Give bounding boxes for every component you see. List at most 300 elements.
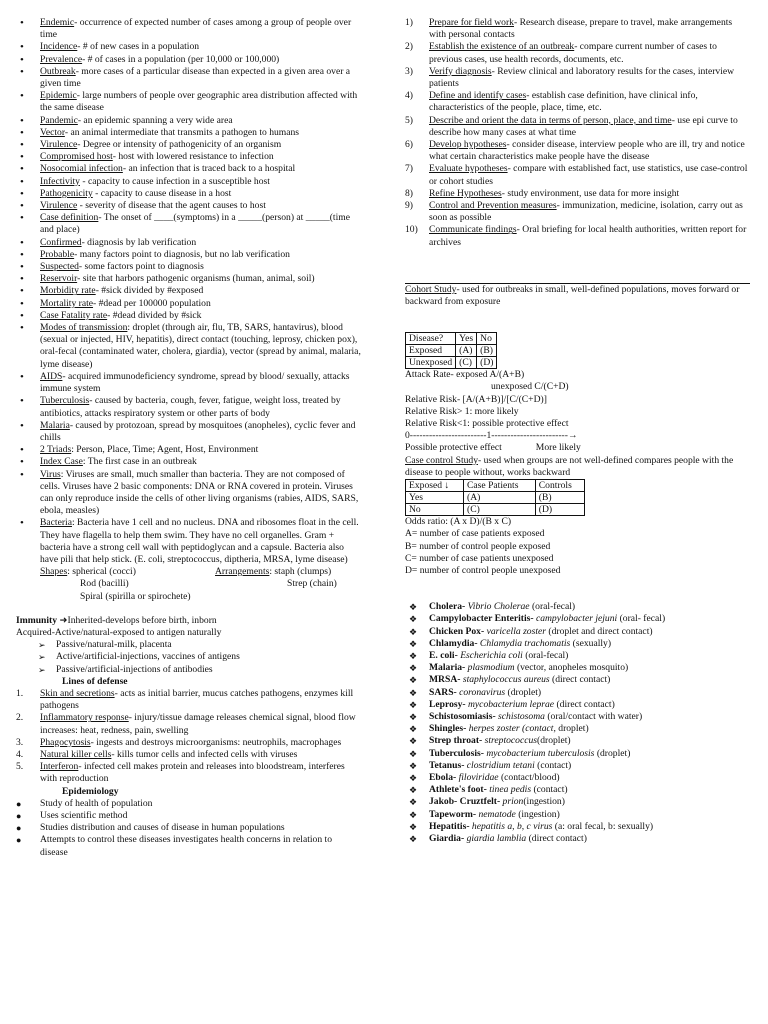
definition-term: Pathogenicity <box>40 187 93 199</box>
definition-item <box>16 66 361 90</box>
left-column <box>16 17 361 859</box>
disease-item <box>405 772 750 784</box>
step-term: Control and Prevention measures <box>429 200 557 212</box>
definition-item <box>16 371 361 395</box>
definition-text: - some factors point to diagnosis <box>78 261 204 273</box>
arrangements-row-2: Strep (chain) <box>287 578 337 590</box>
definition-text: - severity of disease that the agent causes to host <box>77 200 266 212</box>
disease-dash: - <box>492 710 499 722</box>
disease-dash: - <box>453 686 460 698</box>
disease-item <box>405 809 750 821</box>
definition-term: Tuberculosis <box>40 395 90 407</box>
defense-list <box>16 688 361 786</box>
disease-scientific-name: Vibrio Cholerae <box>467 601 530 613</box>
defense-number: 4. <box>16 748 24 760</box>
odds-line: B= number of control people exposed <box>405 540 551 552</box>
odds-line: A= number of case patients exposed <box>405 528 545 540</box>
disease-transmission: (droplet) <box>594 747 631 759</box>
disease-dash: - <box>461 759 467 771</box>
risk-scale: 0------------------------1------------------------→ <box>405 430 578 442</box>
disease-item <box>405 613 750 625</box>
disease-list <box>405 601 750 845</box>
definition-term: Bacteria <box>40 517 72 529</box>
disease-name: E. coli <box>429 649 455 661</box>
epidemiology-item: ● Studies distribution and causes of disease in human populations <box>16 822 361 834</box>
definition-item <box>16 200 361 212</box>
step-text: - consider disease, interview people who are ill, try and notice what certain characteristics make people have the disease <box>429 139 745 163</box>
immunity-list <box>16 639 361 676</box>
step-text: - immunization, medicine, isolation, carry out as soon as possible <box>429 200 743 224</box>
step-term: Define and identify cases <box>429 90 527 102</box>
definition-term: Virus <box>40 468 61 480</box>
right-column <box>405 17 750 845</box>
definition-item <box>16 273 361 285</box>
odds-line: Odds ratio: (A x D)/(B x C) <box>405 516 512 528</box>
disease-transmission: (sexually) <box>570 637 612 649</box>
disease-scientific-name: filoviridae <box>458 771 499 783</box>
disease-scientific-name: tinea pedis <box>489 784 532 796</box>
step-item <box>405 200 750 224</box>
disease-dash: - <box>457 674 463 686</box>
disease-dash: - <box>462 662 468 674</box>
disease-transmission: droplet) <box>555 723 589 735</box>
disease-dash: - <box>460 832 467 844</box>
definition-text: - The onset of ____(symptoms) in a _____(person) at _____(time and place) <box>40 212 350 236</box>
disease-dash: - <box>530 613 536 625</box>
disease-item <box>405 735 750 747</box>
disease-dash: - <box>462 601 468 613</box>
disease-item <box>405 626 750 638</box>
immunity-heading: Immunity ➜Inherited-develops before birth, inborn <box>16 614 217 626</box>
arrangements-row-1: Arrangements: staph (clumps) <box>215 566 332 578</box>
disease-scientific-name: schistosoma <box>498 710 545 722</box>
definition-text: - host with lowered resistance to infection <box>112 151 274 163</box>
epidemiology-item: ● Study of health of population <box>16 798 361 810</box>
table-header-cell: Exposed ↓ <box>406 480 464 492</box>
attack-rate-1: Attack Rate- exposed A/(A+B) <box>405 369 525 381</box>
definition-item <box>16 115 361 127</box>
step-number: 7) <box>405 163 413 175</box>
immunity-item: ➢ Active/artificial-injections, vaccines of antigens <box>16 651 361 663</box>
disease-transmission: (droplet and direct contact) <box>546 625 653 637</box>
disease-dash: - <box>454 649 461 661</box>
definition-item <box>16 469 361 518</box>
disease-dash: - <box>480 625 487 637</box>
table-cell: (B) <box>535 492 584 504</box>
step-item <box>405 17 750 41</box>
disease-dash: - <box>472 808 479 820</box>
definition-term: AIDS <box>40 370 63 382</box>
step-number: 5) <box>405 114 413 126</box>
odds-line: C= number of case patients unexposed <box>405 552 554 564</box>
disease-name: Tetanus <box>429 759 462 771</box>
definition-text: - an epidemic spanning a very wide area <box>77 114 233 126</box>
definition-item <box>16 90 361 114</box>
disease-name: Athlete's foot <box>429 784 484 796</box>
step-number: 9) <box>405 200 413 212</box>
definition-item <box>16 285 361 297</box>
step-item <box>405 66 750 90</box>
disease-scientific-name: streptococcus <box>484 735 538 747</box>
definition-term: Incidence <box>40 41 78 53</box>
disease-scientific-name: nematode <box>478 808 516 820</box>
definition-text: - #dead divided by #sick <box>107 309 202 321</box>
step-term: Communicate findings <box>429 224 517 236</box>
disease-dash: - <box>496 796 503 808</box>
disease-item <box>405 601 750 613</box>
definition-item <box>16 188 361 200</box>
disease-item <box>405 833 750 845</box>
disease-name: Tuberculosis <box>429 747 481 759</box>
defense-item <box>16 688 361 712</box>
disease-transmission: (oral- fecal) <box>617 613 666 625</box>
table-row <box>406 504 585 516</box>
definition-item <box>16 127 361 139</box>
definition-item <box>16 444 361 456</box>
disease-scientific-name: prion <box>502 796 524 808</box>
step-term: Develop hypotheses <box>429 139 507 151</box>
step-text: - study environment, use data for more insight <box>501 187 680 199</box>
definition-item <box>16 249 361 261</box>
step-term: Describe and orient the data in terms of person, place, and time <box>429 114 672 126</box>
definition-text: : The first case in an outbreak <box>82 456 197 468</box>
disease-name: Tapeworm <box>429 808 473 820</box>
definition-text: - diagnosis by lab verification <box>81 236 197 248</box>
table-cell: Exposed <box>406 345 456 357</box>
definition-term: Nosocomial infection <box>40 163 123 175</box>
disease-transmission: (direct contact) <box>554 698 615 710</box>
disease-item <box>405 723 750 735</box>
step-number: 4) <box>405 90 413 102</box>
definition-term: Suspected <box>40 261 79 273</box>
definition-text: - site that harbors pathogenic organisms (human, animal, soil) <box>77 273 315 285</box>
table-cell: (A) <box>456 345 477 357</box>
disease-item <box>405 650 750 662</box>
definition-term: Endemic <box>40 17 75 28</box>
table-header-row <box>406 480 585 492</box>
disease-transmission: (ingestion) <box>515 808 560 820</box>
disease-dash: - <box>479 735 485 747</box>
definition-item <box>16 456 361 468</box>
defense-text: - acts as initial barrier, mucus catches pathogens, enzymes kill pathogens <box>40 687 354 712</box>
disease-transmission: (vector, anopheles mosquito) <box>514 662 629 674</box>
disease-scientific-name: staphylococcus aureus <box>462 674 550 686</box>
definition-text: - # of new cases in a population <box>77 41 200 53</box>
disease-item <box>405 821 750 833</box>
disease-name: Chicken Pox <box>429 625 481 637</box>
step-item <box>405 115 750 139</box>
step-item <box>405 139 750 163</box>
definition-item <box>16 322 361 371</box>
definition-term: Probable <box>40 248 75 260</box>
disease-item <box>405 760 750 772</box>
immunity-item: ➢ Passive/natural-milk, placenta <box>16 639 361 651</box>
epidemiology-item: ● Uses scientific method <box>16 810 361 822</box>
definition-text: - an animal intermediate that transmits a pathogen to humans <box>64 126 300 138</box>
disease-scientific-name: hepatitis a, b, c virus <box>471 820 553 832</box>
step-text: - compare current number of cases to previous cases, use health records, documents, etc. <box>429 41 717 65</box>
arrow-icon: ➜ <box>59 614 68 626</box>
table-row <box>406 345 497 357</box>
definition-term: Modes of transmission <box>40 322 128 334</box>
definition-term: Case Fatality rate <box>40 309 108 321</box>
definition-item <box>16 420 361 444</box>
disease-item <box>405 662 750 674</box>
epidemiology-list <box>16 798 361 859</box>
table-cell: (D) <box>535 504 584 516</box>
defense-term: Interferon <box>40 761 79 773</box>
step-text: - Review clinical and laboratory results for the cases, interview patients <box>429 65 735 90</box>
disease-dash: - <box>474 637 480 649</box>
step-term: Establish the existence of an outbreak <box>429 41 575 53</box>
definition-term: Index Case <box>40 456 83 468</box>
odds-ratio <box>405 516 750 577</box>
shapes-row-1: Shapes: spherical (cocci) <box>40 566 136 578</box>
disease-scientific-name: coronavirus <box>459 686 506 698</box>
table-header-cell: No <box>477 333 497 345</box>
disease-name: Jakob- Cruztfelt <box>429 796 497 808</box>
definition-text: - Degree or intensity of pathogenicity of an organism <box>77 139 282 151</box>
definition-term: Mortality rate <box>40 297 94 309</box>
definition-term: Confirmed <box>40 236 82 248</box>
disease-name: Giardia <box>429 832 461 844</box>
disease-transmission: (ingestion) <box>523 796 565 808</box>
step-term: Refine Hypotheses <box>429 187 502 199</box>
defense-number: 2. <box>16 712 24 724</box>
definition-text: - # of cases in a population (per 10,000 or 100,000) <box>82 53 280 65</box>
definition-term: Compromised host <box>40 151 113 163</box>
step-text: - Oral briefing for local health authorities, written report for archives <box>429 224 747 248</box>
table-cell: (B) <box>477 345 497 357</box>
cohort-study: Cohort Study- used for outbreaks in small, well-defined populations, moves forward or backward from exposure <box>405 283 740 308</box>
defense-term: Natural killer cells <box>40 748 112 760</box>
table-cell: (A) <box>464 492 536 504</box>
definition-item <box>16 54 361 66</box>
defense-item <box>16 749 361 761</box>
step-term: Evaluate hypotheses <box>429 163 508 175</box>
definition-term: Virulence <box>40 139 78 151</box>
definition-item <box>16 310 361 322</box>
disease-scientific-name: mycobacterium leprae <box>468 698 555 710</box>
disease-item <box>405 699 750 711</box>
attack-rate-2: unexposed C/(C+D) <box>491 381 569 393</box>
definition-item <box>16 261 361 273</box>
disease-scientific-name: Escherichia coli <box>460 649 523 661</box>
disease-transmission: (contact) <box>534 759 572 771</box>
step-item <box>405 90 750 114</box>
disease-transmission: (droplet) <box>537 735 571 747</box>
disease-name: Campylobacter Enteritis <box>429 613 531 625</box>
immunity-item: ➢ Passive/artificial-injections of antibodies <box>16 664 361 676</box>
step-number: 3) <box>405 65 413 77</box>
relative-risk-lt: Relative Risk<1: possible protective effect <box>405 418 569 430</box>
definition-term: Outbreak <box>40 65 76 77</box>
definition-text: - #sick divided by #exposed <box>95 285 204 297</box>
step-item <box>405 188 750 200</box>
disease-scientific-name: giardia lamblia <box>466 832 527 844</box>
disease-transmission: (contact/blood) <box>498 771 560 783</box>
defense-item <box>16 761 361 785</box>
definition-item <box>16 212 361 236</box>
step-number: 6) <box>405 139 413 151</box>
table-header-cell: Case Patients <box>464 480 536 492</box>
bacteria-shapes <box>16 566 361 603</box>
defense-item <box>16 712 361 736</box>
step-term: Verify diagnosis <box>429 65 492 77</box>
definition-text: - caused by bacteria, cough, fever, fatigue, weight loss, treated by antibiotics, attacks respiratory system or other parts of body <box>40 395 341 419</box>
definition-text: - capacity to cause disease in a host <box>92 187 232 199</box>
definition-item <box>16 17 361 41</box>
definition-item <box>16 395 361 419</box>
disease-name: SARS <box>429 686 454 698</box>
step-term: Prepare for field work <box>429 17 514 28</box>
disease-item <box>405 784 750 796</box>
table-row <box>406 492 585 504</box>
step-text: - Research disease, prepare to travel, make arrangements with personal contacts <box>429 17 733 41</box>
cohort-table <box>405 332 497 369</box>
definition-text: - capacity to cause infection in a susceptible host <box>79 175 270 187</box>
lines-of-defense-title: Lines of defense <box>62 675 128 687</box>
definition-term: Morbidity rate <box>40 285 96 297</box>
step-text: - compare with established fact, use statistics, use case-control or cohort studies <box>429 163 748 187</box>
disease-transmission: (contact) <box>531 784 568 796</box>
disease-name: Chlamydia <box>429 637 475 649</box>
definition-text: - #dead per 100000 population <box>93 297 211 309</box>
disease-transmission: (direct contact) <box>526 832 587 844</box>
disease-transmission: (direct contact) <box>549 674 611 686</box>
disease-dash: - <box>463 723 469 735</box>
definition-text: : droplet (through air, flu, TB, SARS, hantavirus), blood (sexual or injected, HIV, hepatitis), direct contact (touching, leprosy, chicken pox), oral-fecal (contaminated water, cholera, giardia), vector (spread by animal, malaria, lyme disease) <box>40 322 361 370</box>
step-number: 8) <box>405 187 413 199</box>
disease-dash: - <box>453 771 459 783</box>
relative-risk: Relative Risk- [A/(A+B)]/[C/(C+D)] <box>405 393 547 405</box>
definition-text: : Bacteria have 1 cell and no nucleus. DNA and ribosomes float in the cell. They have flagella to help them swim. They have no cell organelles. Gram + bacteria have a strong cell wall with peptidoglycan and a capsule. Bacteria also have pili that help stick. (E. coli, streptococcus, diptheria, MRSA, lyme disease) <box>40 517 359 565</box>
defense-text: - injury/tissue damage releases chemical signal, blood flow increases: heat, redness, pain, swelling <box>40 712 356 736</box>
shapes-row-3: Spiral (spirilla or spirochete) <box>80 590 191 602</box>
table-cell: (C) <box>464 504 536 516</box>
definition-text: - caused by protozoan, spread by mosquitoes (anopheles), cyclic fever and chills <box>40 419 356 443</box>
definition-item <box>16 139 361 151</box>
disease-item <box>405 711 750 723</box>
definition-term: Prevalence <box>40 53 83 65</box>
defense-term: Inflammatory response <box>40 712 129 724</box>
disease-name: Shingles <box>429 723 464 735</box>
definition-term: 2 Triads <box>40 444 72 456</box>
disease-item <box>405 674 750 686</box>
definition-item <box>16 176 361 188</box>
acquired-text: Acquired-Active/natural-exposed to antigen naturally <box>16 626 222 638</box>
definition-item <box>16 237 361 249</box>
definition-term: Pandemic <box>40 114 78 126</box>
definition-text: - occurrence of expected number of cases among a group of people over time <box>40 17 352 41</box>
definition-text: - more cases of a particular disease than expected in a given area over a given time <box>40 65 351 90</box>
disease-scientific-name: varicella zoster <box>486 625 546 637</box>
step-number: 2) <box>405 41 413 53</box>
odds-line: D= number of control people unexposed <box>405 564 561 576</box>
defense-term: Phagocytosis <box>40 736 91 748</box>
disease-scientific-name: herpes zoster (contact, <box>468 723 556 735</box>
disease-scientific-name: plasmodium <box>467 662 515 674</box>
disease-transmission: (oral-fecal) <box>522 649 569 661</box>
definition-item <box>16 41 361 53</box>
defense-text: - ingests and destroys microorganisms: neutrophils, macrophages <box>90 736 342 748</box>
case-control-table <box>405 479 585 516</box>
epidemiology-item: ● Attempts to control these diseases investigates health concerns in relation to disease <box>16 834 361 858</box>
disease-scientific-name: Chlamydia trachomatis <box>479 637 571 649</box>
table-header-cell: Disease? <box>406 333 456 345</box>
defense-number: 1. <box>16 687 24 699</box>
table-cell: No <box>406 504 464 516</box>
step-number: 10) <box>405 224 418 236</box>
disease-transmission: (oral-fecal) <box>529 601 576 613</box>
disease-dash: - <box>480 747 487 759</box>
table-header-cell: Yes <box>456 333 477 345</box>
table-cell: Unexposed <box>406 357 456 369</box>
defense-number: 3. <box>16 736 24 748</box>
table-header-row <box>406 333 497 345</box>
shapes-row-2: Rod (bacilli) <box>80 578 129 590</box>
disease-scientific-name: clostridium tetani <box>466 759 535 771</box>
step-number: 1) <box>405 17 413 28</box>
disease-item <box>405 687 750 699</box>
table-cell: (C) <box>456 357 477 369</box>
table-cell: (D) <box>477 357 497 369</box>
disease-item <box>405 638 750 650</box>
step-text: - establish case definition, have clinical info, characteristics of the people, place, time, etc. <box>429 90 698 114</box>
defense-text: - infected cell makes protein and releases into bloodstream, interferes with reproduction <box>40 761 345 785</box>
step-item <box>405 224 750 248</box>
table-row <box>406 357 497 369</box>
disease-name: Ebola <box>429 771 453 783</box>
table-cell: Yes <box>406 492 464 504</box>
definition-term: Case definition <box>40 212 99 224</box>
definitions-list <box>16 17 361 566</box>
table-header-cell: Controls <box>535 480 584 492</box>
disease-name: MRSA <box>429 674 458 686</box>
definition-text: - many factors point to diagnosis, but no lab verification <box>74 248 290 260</box>
definition-item <box>16 298 361 310</box>
definition-term: Infectivity <box>40 175 80 187</box>
defense-text: - kills tumor cells and infected cells with viruses <box>111 748 298 760</box>
definition-text: : Viruses are small, much smaller than bacteria. They are not composed of cells. Viruses have 2 basic components: DNA or RNA covered in protein. Viruses can only reproduce inside the cells of other living organisms (rabies, AIDS, SARS, ebola, measles) <box>40 468 359 517</box>
definition-text: - an infection that is traced back to a hospital <box>122 163 296 175</box>
disease-name: Schistosomiasis <box>429 710 493 722</box>
disease-name: Strep throat <box>429 735 480 747</box>
disease-item <box>405 748 750 760</box>
step-item <box>405 163 750 187</box>
definition-text: - large numbers of people over geographic area distribution affected with the same disease <box>40 90 358 114</box>
step-item <box>405 41 750 65</box>
definition-item <box>16 151 361 163</box>
disease-dash: - <box>483 784 490 796</box>
disease-scientific-name: campylobacter jejuni <box>535 613 618 625</box>
disease-transmission: (a: oral fecal, b: sexually) <box>552 820 654 832</box>
disease-name: Cholera <box>429 601 463 613</box>
disease-dash: - <box>466 820 472 832</box>
disease-transmission: (oral/contact with water) <box>544 710 643 722</box>
definition-term: Epidemic <box>40 90 77 102</box>
disease-name: Malaria <box>429 662 463 674</box>
definition-term: Vector <box>40 126 65 138</box>
defense-term: Skin and secretions <box>40 687 115 699</box>
disease-scientific-name: mycobacterium tuberculosis <box>486 747 595 759</box>
definition-item <box>16 517 361 566</box>
step-text: - use epi curve to describe how many cases at what time <box>429 114 738 138</box>
disease-dash: - <box>462 698 468 710</box>
case-control-study: Case control Study- used when groups are not well-defined compares people with the disease to people without, works backward <box>405 454 734 478</box>
relative-risk-gt: Relative Risk> 1: more likely <box>405 405 519 417</box>
definition-term: Virulence <box>40 200 78 212</box>
